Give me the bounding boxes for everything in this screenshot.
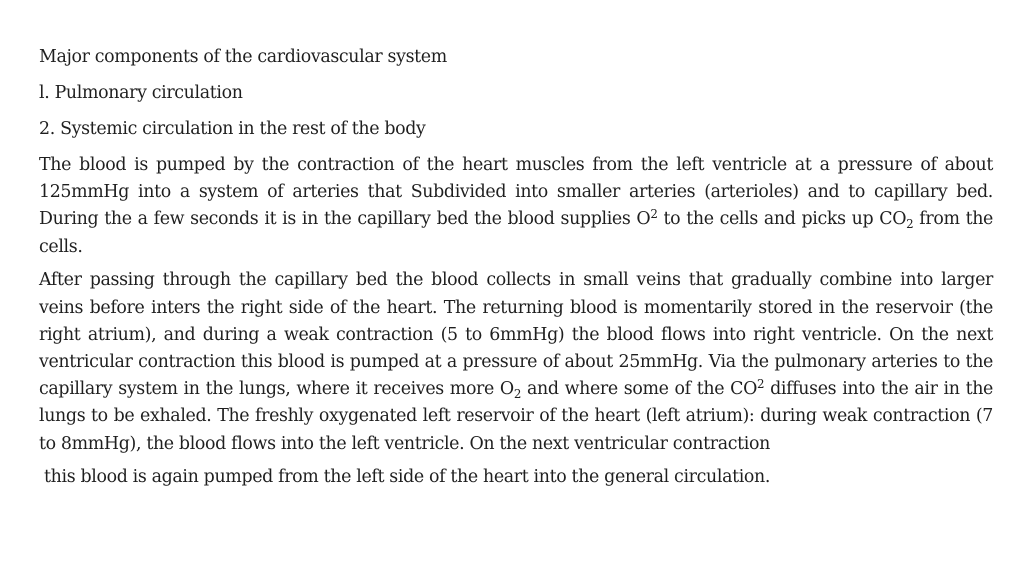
superscript: 2: [650, 206, 658, 221]
paragraph-text: The blood is pumped by the contraction of the heart muscles from the left ventricle at a pressure of about 125mmHg into a system of arteries that Subdivided into smaller arteries (arterioles) and to capillary bed. During the a few seconds it is in the capillary bed the blood supplies O: [39, 155, 993, 230]
paragraph-pulmonary-flow: [39, 267, 993, 457]
paragraph-text: and where some of the CO: [521, 379, 757, 400]
subscript: 2: [906, 216, 914, 231]
slide-title: Major components of the cardiovascular system: [39, 47, 447, 67]
slide-content: [39, 44, 993, 500]
list-item-systemic: 2. Systemic circulation in the rest of the body: [39, 119, 426, 139]
list-item-pulmonary: l. Pulmonary circulation: [39, 83, 243, 103]
paragraph-text: to the cells and picks up CO: [657, 209, 907, 230]
superscript: 2: [756, 376, 765, 391]
paragraph-text: After passing through the capillary bed the blood collects in small veins that gradually combine into larger veins before inters the right side of the heart. The returning blood is momentarily stored in the reservoir (the right atrium), and during a weak contraction (5 to 6mmHg) the blood flows into right ventricle. On the next ventricular contraction this blood is pumped at a pressure of about 25mmHg. Via the pulmonary arteries to the capillary system in the lungs, where it receives more O: [39, 270, 993, 400]
paragraph-text: from the cells.: [39, 209, 993, 257]
paragraph-text: diffuses into the air in the lungs to be exhaled. The freshly oxygenated left reservoir of the heart (left atrium): during weak contraction (7 to 8mmHg), the blood flows into the left ventricle. On the next ventricular contraction: [39, 379, 994, 454]
paragraph-systemic-flow: [39, 152, 993, 261]
paragraph-closing: this blood is again pumped from the left side of the heart into the general circulation.: [44, 466, 771, 487]
subscript: 2: [513, 386, 522, 401]
